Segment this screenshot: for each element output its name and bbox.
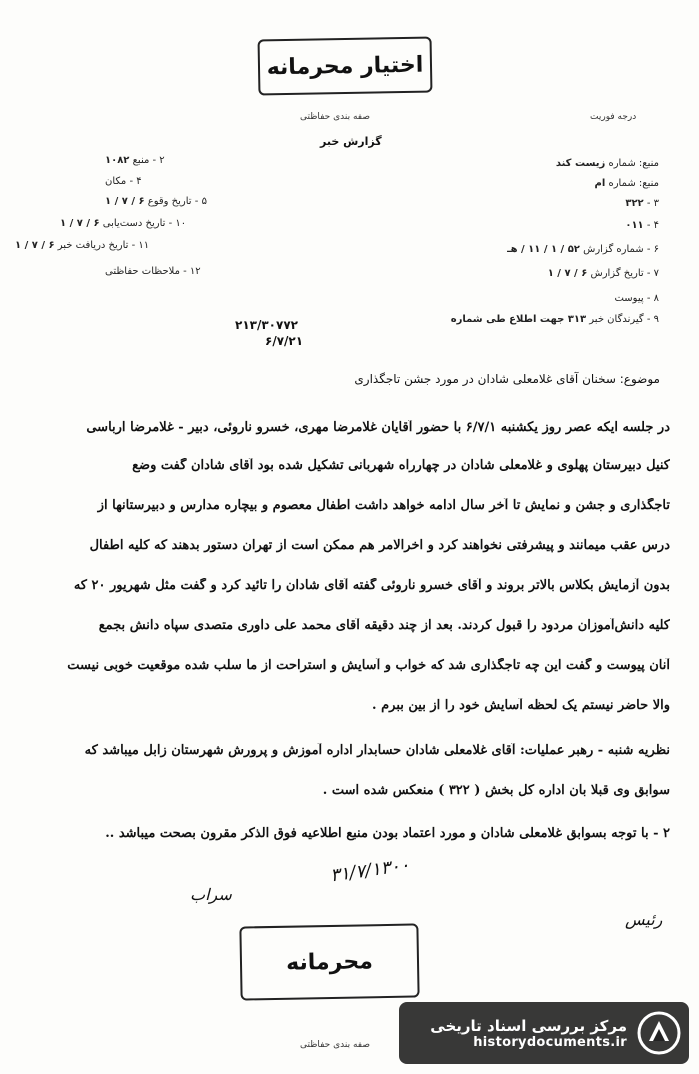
left-field: ۱۱ - تاریخ دریافت خبر ۶ / ۷ / ۱ xyxy=(15,240,150,251)
right-field: منبع: شماره ام xyxy=(594,178,659,189)
body-line: ۲ - با توجه بسوابق غلامعلی شادان و مورد اعتماد بودن منبع اطلاعیه فوق الذکر مقرون بصحت میباشد .. xyxy=(105,826,670,841)
right-field: ۳ - ۳۲۲ xyxy=(625,198,659,209)
signature-right: رئیس xyxy=(625,910,663,929)
body-line: تاجگذاری و جشن و نمایش تا آخر سال ادامه خواهد داشت اطفال معصوم و بیچاره مدارس و دبیرستانها از xyxy=(97,498,670,513)
body-line: بدون آزمایش بکلاس بالاتر بروند و آقای خسرو ناروئی گفته آقای شادان را تائید کرد و گفت مثل شهریور ۲۰ که xyxy=(73,578,670,593)
body-line: نظریه شنبه - رهبر عملیات: آقای غلامعلی شادان حسابدار اداره آموزش و پرورش شهرستان زابل میباشد که xyxy=(84,743,670,758)
body-line: کلیه دانش‌آموزان مردود را قبول کردند. بعد از چند دقیقه آقای محمد علی داوری متصدی سپاه دانش بجمع xyxy=(98,618,670,633)
body-line: درس عقب میمانند و پیشرفتی نخواهند کرد و اخرالامر هم ممکن است از تهران دستور بدهند که کلیه اطفال xyxy=(89,538,670,553)
body-line: والا حاضر نیستم یک لحظه آسایش خود را از بین ببرم . xyxy=(372,698,670,713)
top-stamp-text: اختیار محرمانه xyxy=(266,52,424,80)
classification-label: صفه بندی حفاظتی xyxy=(300,112,370,122)
right-field: ۸ - پیوست xyxy=(614,293,659,304)
priority-label: درجه فوریت xyxy=(590,112,637,122)
right-field: ۷ - تاریخ گزارش ۶ / ۷ / ۱ xyxy=(547,268,659,279)
right-field: ۹ - گیرندگان خبر ۳۱۳ جهت اطلاع طی شماره xyxy=(450,314,659,325)
left-field: ۲ - منبع ۱۰۸۲ xyxy=(105,155,165,166)
right-field: ۴ - ۰۱۱ xyxy=(625,220,659,231)
report-title: گزارش خبر xyxy=(320,135,382,148)
body-line: آنان پیوست و گفت این چه تاجگذاری شد که خواب و آسایش و استراحت از ما سلب شده موقعیت خوبی نیست xyxy=(67,658,670,673)
watermark xyxy=(399,1002,689,1064)
body-line: در جلسه ایکه عصر روز یکشنبه ۶/۷/۱ با حضور آقایان غلامرضا مهری، خسرو ناروئی، دبیر - غلامرضا ارباسی xyxy=(86,420,670,435)
subject-line: موضوع: سخنان آقای غلامعلی شادان در مورد جشن تاجگذاری xyxy=(354,372,660,386)
right-field: منبع: شماره زیست کند xyxy=(555,158,659,169)
handwritten-date: ۳۱/۷/۱۳۰۰ xyxy=(328,854,411,887)
watermark-text xyxy=(430,1017,627,1050)
bottom-classification-stamp xyxy=(239,923,419,1000)
right-field: ۶ - شماره گزارش ۵۲ / ۱ / ۱۱ / هـ xyxy=(507,244,659,255)
reference-date: ۶/۷/۲۱ xyxy=(265,334,304,348)
left-field: ۱۲ - ملاحظات حفاظتی xyxy=(105,266,201,277)
watermark-url: historydocuments.ir xyxy=(473,1034,627,1050)
archive-logo-icon xyxy=(637,1011,681,1055)
left-field: ۴ - مکان xyxy=(105,176,142,187)
left-field: ۵ - تاریخ وقوع ۶ / ۷ / ۱ xyxy=(105,196,207,207)
signature-left: سراب xyxy=(190,885,232,904)
body-line: کنیل دبیرستان پهلوی و غلامعلی شادان در چهارراه شهربانی تشکیل شده بود آقای شادان گفت وضع xyxy=(132,458,670,473)
bottom-stamp-label: صفه بندی حفاظتی xyxy=(300,1040,370,1050)
body-line: سوابق وی قبلا بان اداره کل بخش ( ۳۲۲ ) منعکس شده است . xyxy=(322,783,670,798)
watermark-title: مرکز بررسی اسناد تاریخی xyxy=(430,1016,627,1035)
top-classification-stamp xyxy=(258,36,433,95)
reference-number: ۲۱۳/۳۰۷۷۲ xyxy=(235,318,298,332)
bottom-stamp-text: محرمانه xyxy=(285,948,374,976)
left-field: ۱۰ - تاریخ دست‌یابی ۶ / ۷ / ۱ xyxy=(60,218,187,229)
